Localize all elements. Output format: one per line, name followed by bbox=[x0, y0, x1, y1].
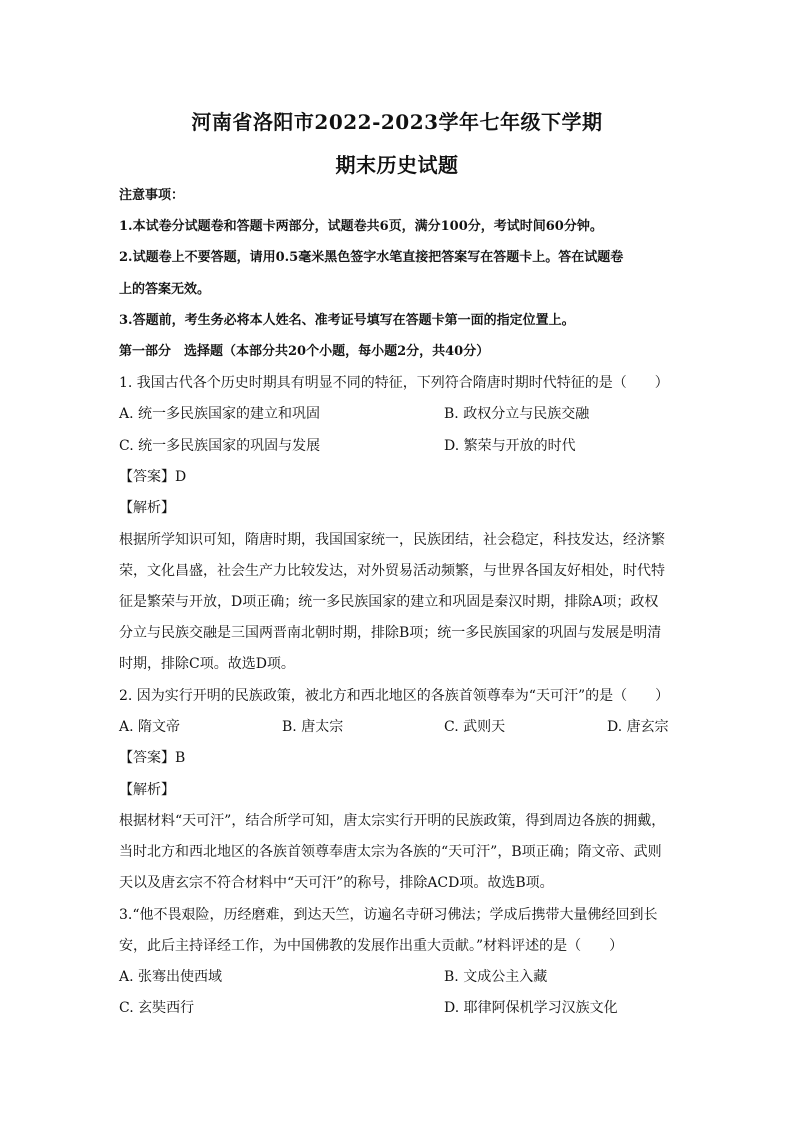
notice-item-1: 1.本试卷分试题卷和答题卡两部分，试题卷共6页，满分100分，考试时间60分钟。 bbox=[119, 219, 603, 234]
question-1-option-c: C. 统一多民族国家的巩固与发展 bbox=[119, 438, 321, 454]
question-2-analysis-label: 【解析】 bbox=[119, 782, 175, 798]
notice-item-2: 2.试题卷上不要答题，请用0.5毫米黑色签字水笔直接把答案写在答题卡上。答在试题卷 bbox=[119, 250, 624, 265]
question-3-stem: 3.“他不畏艰险，历经磨难，到达天竺，访遍名寺研习佛法；学成后携带大量佛经回到长 bbox=[119, 907, 658, 923]
page-subtitle: 期末历史试题 bbox=[335, 153, 459, 177]
question-1-answer: 【答案】D bbox=[119, 469, 187, 485]
question-1-analysis-line: 时期，排除C项。故选D项。 bbox=[119, 656, 295, 672]
question-3-stem-cont: 安，此后主持译经工作，为中国佛教的发展作出重大贡献。”材料评述的是（ ） bbox=[119, 938, 624, 954]
question-1-analysis-line: 征是繁荣与开放，D项正确；统一多民族国家的建立和巩固是秦汉时期，排除A项；政权 bbox=[119, 594, 659, 610]
question-2-stem: 2. 因为实行开明的民族政策，被北方和西北地区的各族首领尊奉为“天可汗”的是（ ） bbox=[119, 688, 670, 704]
page-title: 河南省洛阳市2022-2023学年七年级下学期 bbox=[191, 110, 603, 134]
question-2-answer: 【答案】B bbox=[119, 750, 186, 766]
question-1-analysis-label: 【解析】 bbox=[119, 500, 175, 516]
question-2-option-a: A. 隋文帝 bbox=[119, 719, 181, 735]
question-2-analysis-line: 天以及唐玄宗不符合材料中“天可汗”的称号，排除ACD项。故选B项。 bbox=[119, 875, 554, 891]
question-1-option-b: B. 政权分立与民族交融 bbox=[444, 406, 590, 422]
question-1-analysis-line: 荣，文化昌盛，社会生产力比较发达，对外贸易活动频繁，与世界各国友好相处，时代特 bbox=[119, 563, 665, 579]
question-2-option-b: B. 唐太宗 bbox=[282, 719, 344, 735]
question-2-analysis-line: 当时北方和西北地区的各族首领尊奉唐太宗为各族的“天可汗”，B项正确；隋文帝、武则 bbox=[119, 844, 662, 860]
section-title: 第一部分 选择题（本部分共20个小题，每小题2分，共40分） bbox=[119, 344, 490, 359]
question-2-option-c: C. 武则天 bbox=[444, 719, 506, 735]
question-3-option-c: C. 玄奘西行 bbox=[119, 1000, 195, 1016]
question-1-analysis-line: 分立与民族交融是三国两晋南北朝时期，排除B项；统一多民族国家的巩固与发展是明清 bbox=[119, 625, 662, 641]
question-3-option-a: A. 张骞出使西域 bbox=[119, 969, 223, 985]
question-1-analysis-line: 根据所学知识可知，隋唐时期，我国国家统一，民族团结，社会稳定，科技发达，经济繁 bbox=[119, 532, 665, 548]
question-2-analysis-line: 根据材料“天可汗”，结合所学可知，唐太宗实行开明的民族政策，得到周边各族的拥戴， bbox=[119, 813, 666, 829]
question-3-option-d: D. 耶律阿保机学习汉族文化 bbox=[444, 1000, 618, 1016]
question-1-stem: 1. 我国古代各个历史时期具有明显不同的特征，下列符合隋唐时期时代特征的是（ ） bbox=[119, 375, 669, 391]
question-1-option-d: D. 繁荣与开放的时代 bbox=[444, 438, 576, 454]
question-1-option-a: A. 统一多民族国家的建立和巩固 bbox=[119, 406, 321, 422]
question-2-option-d: D. 唐玄宗 bbox=[607, 719, 669, 735]
notice-item-2-cont: 上的答案无效。 bbox=[119, 282, 211, 297]
notice-heading: 注意事项： bbox=[119, 188, 185, 203]
notice-item-3: 3.答题前，考生务必将本人姓名、准考证号填写在答题卡第一面的指定位置上。 bbox=[119, 313, 575, 328]
question-3-option-b: B. 文成公主入藏 bbox=[444, 969, 548, 985]
